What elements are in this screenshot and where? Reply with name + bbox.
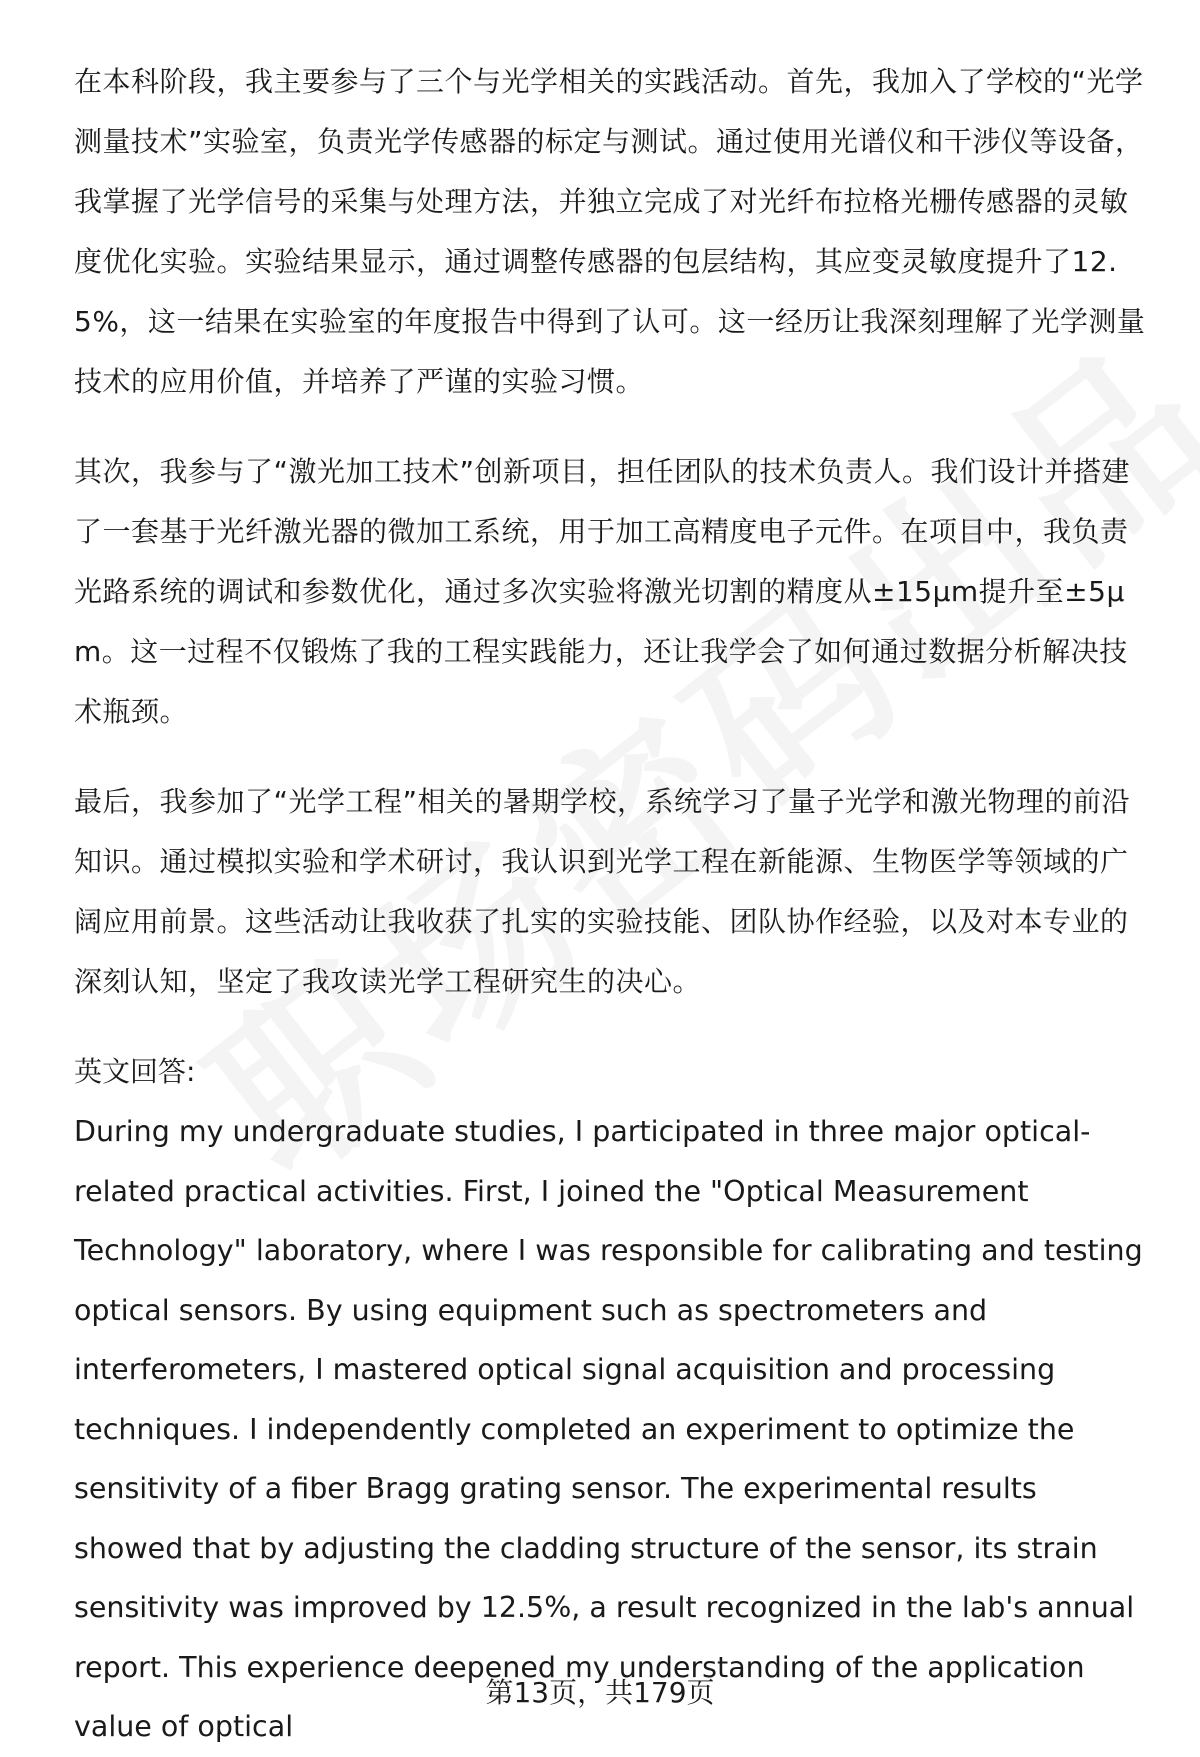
document-body: [74, 52, 1146, 1757]
paragraph-laser-project: 其次，我参与了“激光加工技术”创新项目，担任团队的技术负责人。我们设计并搭建了一套基于光纤激光器的微加工系统，用于加工高精度电子元件。在项目中，我负责光路系统的调试和参数优化，通过多次实验将激光切割的精度从±15μm提升至±5μm。这一过程不仅锻炼了我的工程实践能力，还让我学会了如何通过数据分析解决技术瓶颈。: [74, 455, 1131, 728]
english-answer-label: 英文回答:: [74, 1055, 196, 1088]
paragraph-summer-school: 最后，我参加了“光学工程”相关的暑期学校，系统学习了量子光学和激光物理的前沿知识。通过模拟实验和学术研讨，我认识到光学工程在新能源、生物医学等领域的广阔应用前景。这些活动让我收获了扎实的实验技能、团队协作经验，以及对本专业的深刻认知，坚定了我攻读光学工程研究生的决心。: [74, 785, 1131, 998]
paragraph-lab-experience: 在本科阶段，我主要参与了三个与光学相关的实践活动。首先，我加入了学校的“光学测量技术”实验室，负责光学传感器的标定与测试。通过使用光谱仪和干涉仪等设备，我掌握了光学信号的采集与处理方法，并独立完成了对光纤布拉格光栅传感器的灵敏度优化实验。实验结果显示，通过调整传感器的包层结构，其应变灵敏度提升了12.5%，这一结果在实验室的年度报告中得到了认可。这一经历让我深刻理解了光学测量技术的应用价值，并培养了严谨的实验习惯。: [74, 65, 1146, 398]
page-number-footer: 第13页，共179页: [485, 1676, 715, 1709]
english-answer-text: During my undergraduate studies, I participated in three major optical-related practical activities. First, I joined the "Optical Measurement Technology" laboratory, where I was responsible for calibrating and testing optical sensors. By using equipment such as spectrometers and interferometers, I mastered optical signal acquisition and processing techniques. I independently completed an experiment to optimize the sensitivity of a fiber Bragg grating sensor. The experimental results showed that by adjusting the cladding structure of the sensor, its strain sensitivity was improved by 12.5%, a result recognized in the lab's annual report. This experience deepened my understanding of the application value of optical: [74, 1115, 1143, 1743]
